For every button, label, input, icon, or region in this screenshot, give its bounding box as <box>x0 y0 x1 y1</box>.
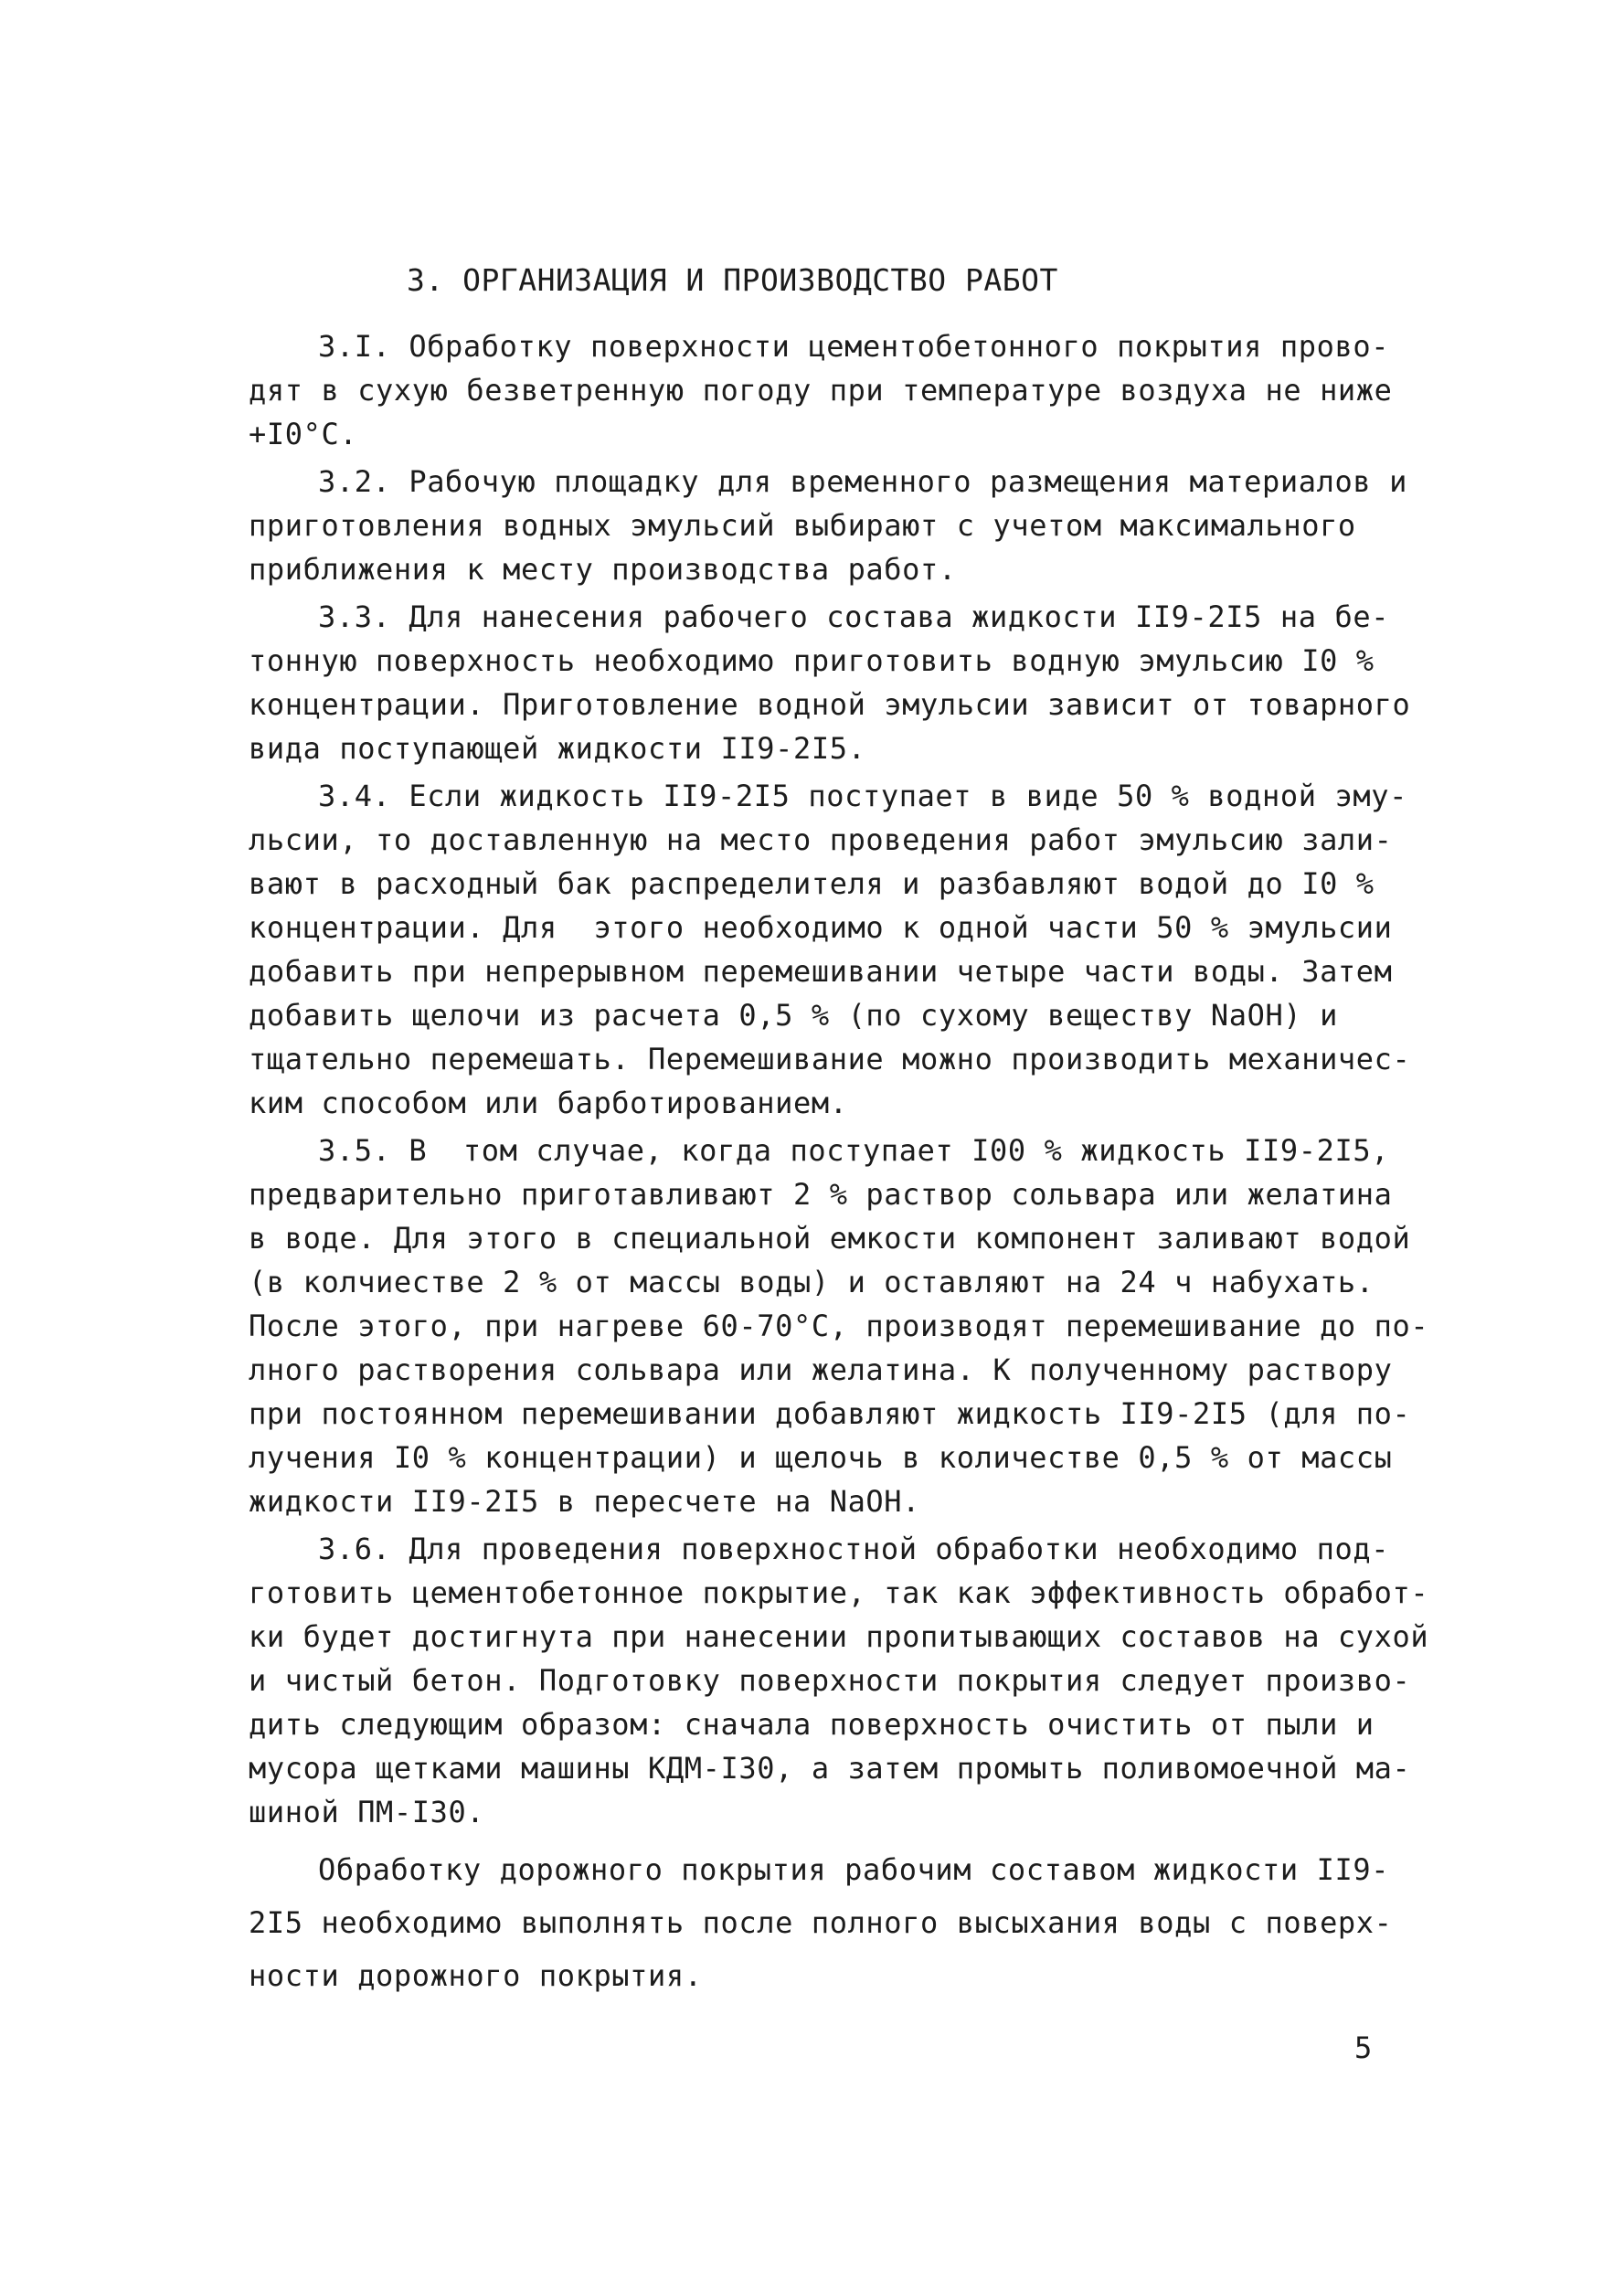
text-line: концентрации. Для этого необходимо к одной части 50 % эмульсии <box>249 910 1393 945</box>
text-line: мусора щетками машины КДМ-I30, а затем промыть поливомоечной ма- <box>249 1751 1411 1786</box>
text-line: 3.5. В том случае, когда поступает I00 % жидкость II9-2I5, <box>318 1133 1390 1168</box>
text-line: предварительно приготавливают 2 % раствор сольвара или желатина <box>249 1177 1393 1212</box>
text-line: 3.4. Если жидкость II9-2I5 поступает в виде 50 % водной эму- <box>318 779 1407 813</box>
text-line: и чистый бетон. Подготовку поверхности покрытия следует произво- <box>249 1663 1411 1698</box>
text-line: +I0°С. <box>249 417 358 451</box>
text-line: ности дорожного покрытия. <box>249 1958 703 1993</box>
text-line: 3.3. Для нанесения рабочего состава жидкости II9-2I5 на бе- <box>318 599 1390 634</box>
paragraph-3-2 <box>249 460 1437 591</box>
text-line: дить следующим образом: сначала поверхность очистить от пыли и <box>249 1707 1375 1742</box>
text-line: при постоянном перемешивании добавляют жидкость II9-2I5 (для по- <box>249 1396 1411 1431</box>
text-line: готовить цементобетонное покрытие, так как эффективность обработ- <box>249 1575 1429 1610</box>
text-line: ки будет достигнута при нанесении пропитывающих составов на сухой <box>249 1619 1429 1654</box>
paragraph-final <box>249 1843 1437 2002</box>
text-line: льсии, то доставленную на место проведения работ эмульсию зали- <box>249 822 1393 857</box>
text-line: Обработку дорожного покрытия рабочим составом жидкости II9- <box>318 1852 1390 1887</box>
text-line: тщательно перемешать. Перемешивание можно производить механичес- <box>249 1042 1411 1076</box>
text-line: (в колчиестве 2 % от массы воды) и оставляют на 24 ч набухать. <box>249 1265 1375 1299</box>
text-line: вают в расходный бак распределителя и разбавляют водой до I0 % <box>249 866 1375 901</box>
text-line: дят в сухую безветренную погоду при температуре воздуха не ниже <box>249 373 1393 408</box>
page-number: 5 <box>1354 2030 1373 2065</box>
text-line: жидкости II9-2I5 в пересчете на NaOH. <box>249 1484 921 1519</box>
text-line: вида поступающей жидкости II9-2I5. <box>249 731 866 766</box>
text-line: концентрации. Приготовление водной эмульсии зависит от товарного <box>249 687 1411 722</box>
text-line: приготовления водных эмульсий выбирают с учетом максимального <box>249 508 1356 543</box>
paragraph-3-5 <box>249 1129 1437 1523</box>
text-line: ким способом или барботированием. <box>249 1086 848 1120</box>
text-line: лучения I0 % концентрации) и щелочь в количестве 0,5 % от массы <box>249 1440 1393 1475</box>
text-line: в воде. Для этого в специальной емкости компонент заливают водой <box>249 1221 1411 1256</box>
text-line: тонную поверхность необходимо приготовить водную эмульсию I0 % <box>249 643 1375 678</box>
text-line: добавить при непрерывном перемешивании четыре части воды. Затем <box>249 954 1393 989</box>
document-body <box>249 324 1437 2006</box>
text-line: приближения к месту производства работ. <box>249 552 957 587</box>
paragraph-3-3 <box>249 595 1437 770</box>
text-line: лного растворения сольвара или желатина. К полученному раствору <box>249 1352 1393 1387</box>
text-line: 3.6. Для проведения поверхностной обработки необходимо под- <box>318 1532 1390 1566</box>
paragraph-3-4 <box>249 774 1437 1125</box>
section-heading: 3. ОРГАНИЗАЦИЯ И ПРОИЗВОДСТВО РАБОТ <box>407 262 1058 298</box>
text-line: шиной ПМ-I30. <box>249 1795 485 1829</box>
text-line: 3.I. Обработку поверхности цементобетонного покрытия прово- <box>318 329 1390 364</box>
paragraph-3-6 <box>249 1527 1437 1834</box>
text-line: 3.2. Рабочую площадку для временного размещения материалов и <box>318 464 1407 499</box>
paragraph-3-1 <box>249 324 1437 456</box>
text-line: добавить щелочи из расчета 0,5 % (по сухому веществу NaOH) и <box>249 998 1338 1033</box>
text-line: 2I5 необходимо выполнять после полного высыхания воды с поверх- <box>249 1905 1393 1940</box>
text-line: После этого, при нагреве 60-70°С, производят перемешивание до по- <box>249 1309 1429 1343</box>
